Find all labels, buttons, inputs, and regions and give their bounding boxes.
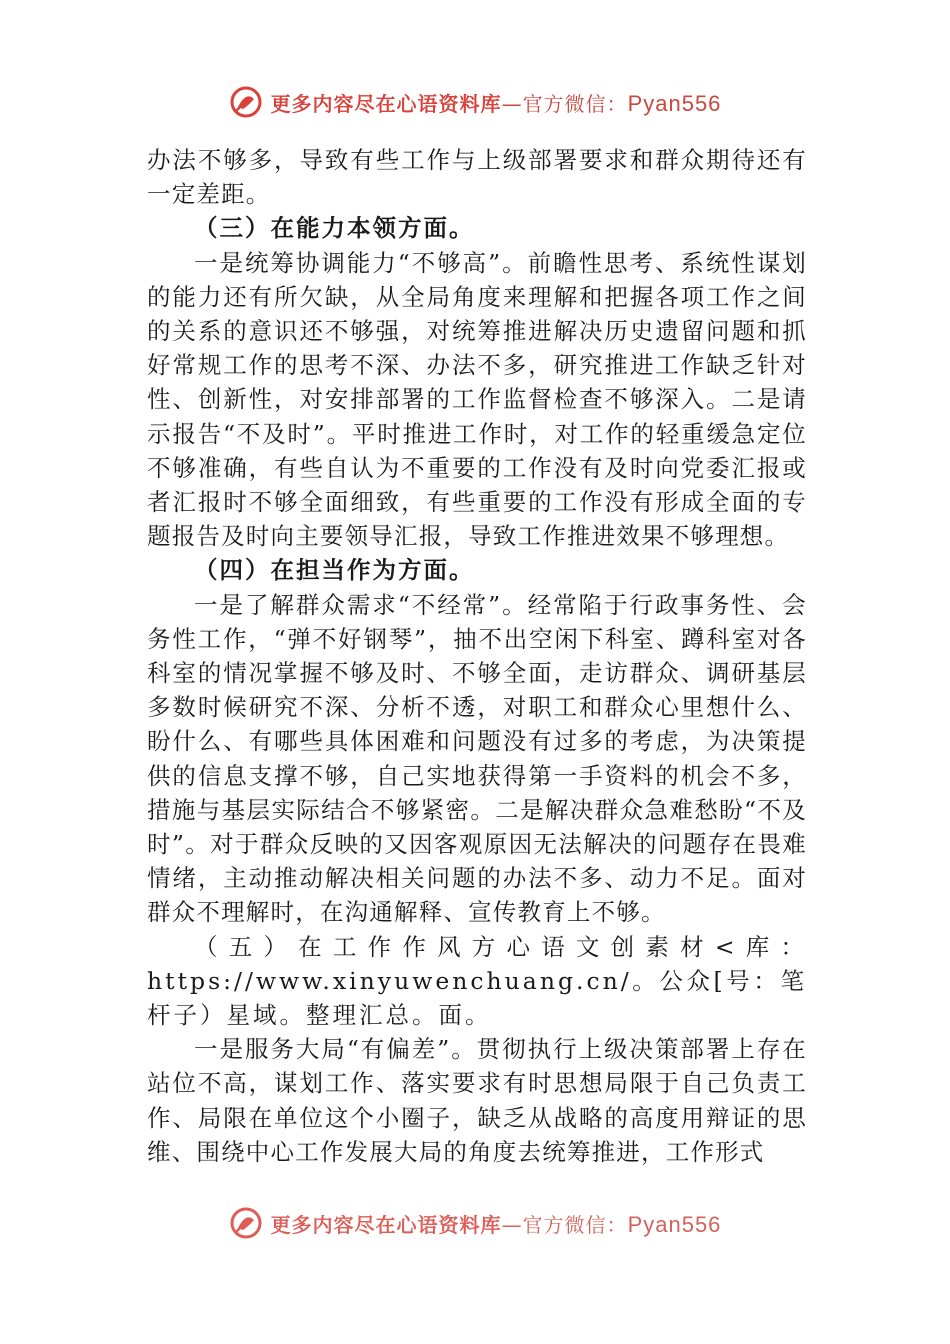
paragraph-ability: 一是统筹协调能力“不够高”。前瞻性思考、系统性谋划的能力还有所欠缺，从全局角度来理解和把握各项工作之间的关系的意识还不够强，对统筹推进解决历史遗留问题和抓好常规工作的思考不深、办法不多，研究推进工作缺乏针对性、创新性，对安排部署的工作监督检查不够深入。二是请示报告“不及时”。平时推进工作时，对工作的轻重缓急定位不够准确，有些自认为不重要的工作没有及时向党委汇报或者汇报时不够全面细致，有些重要的工作没有形成全面的专题报告及时向主要领导汇报，导致工作推进效果不够理想。 bbox=[147, 248, 807, 551]
header-watermark-banner bbox=[0, 82, 950, 122]
section-heading-4: （四）在担当作为方面。 bbox=[194, 556, 475, 585]
banner-wechat-label: 官方微信： bbox=[522, 91, 628, 116]
banner-slogan: 更多内容尽在心语资料库 bbox=[270, 1212, 502, 1237]
banner-dash: — bbox=[501, 1212, 523, 1237]
banner-wechat-label: 官方微信： bbox=[522, 1212, 628, 1237]
brand-logo-icon bbox=[229, 85, 263, 119]
banner-wechat-id: Pyan556 bbox=[627, 1211, 722, 1237]
footer-watermark-banner bbox=[0, 1203, 950, 1243]
banner-dash: — bbox=[501, 91, 523, 116]
section-heading-5: （五）在工作作风方心语文创素材<库：https://www.xinyuwenchuang.cn/。公众[号：笔杆子）星域。整理汇总。面。 bbox=[147, 932, 807, 1030]
document-body bbox=[147, 143, 807, 1169]
section-heading-3: （三）在能力本领方面。 bbox=[194, 214, 475, 243]
paragraph-work-style: 一是服务大局“有偏差”。贯彻执行上级决策部署上存在站位不高，谋划工作、落实要求有时思想局限于自己负责工作、局限在单位这个小圈子，缺乏从战略的高度用辩证的思维、围绕中心工作发展大局的角度去统筹推进，工作形式 bbox=[147, 1035, 807, 1166]
paragraph-responsibility: 一是了解群众需求“不经常”。经常陷于行政事务性、会务性工作，“弹不好钢琴”，抽不出空闲下科室、蹲科室对各科室的情况掌握不够及时、不够全面，走访群众、调研基层多数时候研究不深、分析不透，对职工和群众心里想什么、盼什么、有哪些具体困难和问题没有过多的考虑，为决策提供的信息支撑不够，自己实地获得第一手资料的机会不多，措施与基层实际结合不够紧密。二是解决群众急难愁盼“不及时”。对于群众反映的又因客观原因无法解决的问题存在畏难情绪，主动推动解决相关问题的办法不多、动力不足。面对群众不理解时，在沟通解释、宣传教育上不够。 bbox=[147, 590, 807, 927]
paragraph-continuation: 办法不够多，导致有些工作与上级部署要求和群众期待还有一定差距。 bbox=[147, 146, 807, 209]
banner-slogan: 更多内容尽在心语资料库 bbox=[270, 91, 502, 116]
banner-wechat-id: Pyan556 bbox=[627, 90, 722, 116]
brand-logo-icon bbox=[229, 1206, 263, 1240]
